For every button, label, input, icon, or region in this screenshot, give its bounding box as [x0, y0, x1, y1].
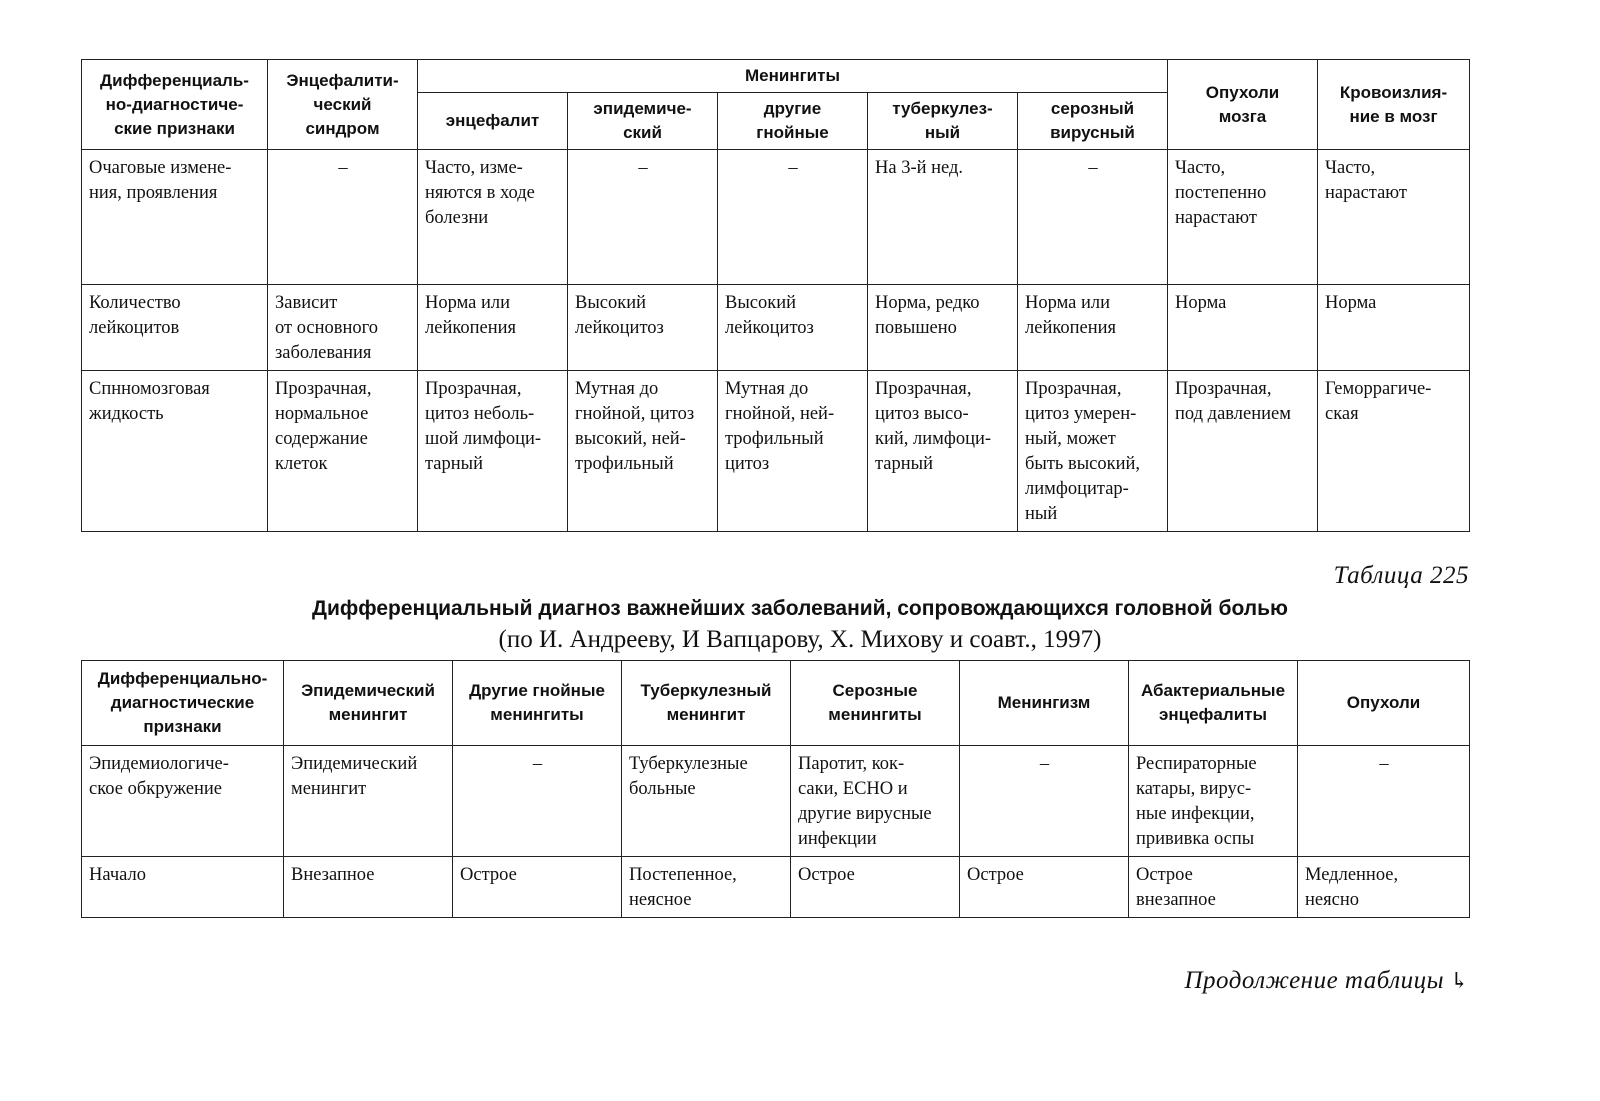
header-epidemic-meningitis: Эпидемический менингит	[284, 661, 453, 746]
header-signs: Дифференциаль- но-диагностиче- ские признаки	[82, 60, 268, 150]
table-title: Дифференциальный диагноз важнейших заболеваний, сопровождающихся головной болью	[312, 597, 1288, 620]
header-tuberculous: туберкулез- ный	[868, 93, 1018, 150]
turn-down-arrow-icon: ↳	[1450, 968, 1469, 993]
table-cell: Высокий лейкоцитоз	[568, 285, 718, 371]
table-cell: –	[960, 746, 1129, 857]
table-cell: Геморрагиче- ская	[1318, 371, 1470, 532]
table-cell: Прозрачная, цитоз высо- кий, лимфоци- тарный	[868, 371, 1018, 532]
header-meningitis-group: Менингиты	[418, 60, 1168, 93]
table-cell: Норма	[1318, 285, 1470, 371]
table-cell: Острое внезапное	[1129, 857, 1298, 918]
table-cell: –	[1298, 746, 1470, 857]
table-cell: Высокий лейкоцитоз	[718, 285, 868, 371]
table-cell: Прозрачная, цитоз неболь- шой лимфоци- тарный	[418, 371, 568, 532]
row-label: Спнномозговая жидкость	[82, 371, 268, 532]
table-cell: Норма или лейкопения	[418, 285, 568, 371]
table-cell: Прозрачная, нормальное содержание клеток	[268, 371, 418, 532]
table-cell: Туберкулезные больные	[622, 746, 791, 857]
header-other-purulent-meningitis: Другие гнойные менингиты	[453, 661, 622, 746]
table-cell: Острое	[960, 857, 1129, 918]
header-serous-viral: серозный вирусный	[1018, 93, 1168, 150]
header-other-purulent: другие гнойные	[718, 93, 868, 150]
table-cell: Норма, редко повышено	[868, 285, 1018, 371]
table-cell: Паротит, кок- саки, ECHO и другие вирусные инфекции	[791, 746, 960, 857]
table-row	[82, 371, 1470, 532]
header-meningism: Менингизм	[960, 661, 1129, 746]
continued-label: Продолжение таблицы	[1184, 967, 1445, 994]
table-cell: Часто, изме- няются в ходе болезни	[418, 150, 568, 285]
table-cell: Норма или лейкопения	[1018, 285, 1168, 371]
table-cell: Респираторные катары, вирус- ные инфекции, прививка оспы	[1129, 746, 1298, 857]
table-cell: Мутная до гнойной, цитоз высокий, ней- трофильный	[568, 371, 718, 532]
table-cell: На 3-й нед.	[868, 150, 1018, 285]
table-cell: Острое	[453, 857, 622, 918]
table-cell: Эпидемический менингит	[284, 746, 453, 857]
header-brain-tumors: Опухоли мозга	[1168, 60, 1318, 150]
table-cell: Часто, нарастают	[1318, 150, 1470, 285]
header-signs: Дифференциально- диагностические признаки	[82, 661, 284, 746]
table-cell: Постепенное, неясное	[622, 857, 791, 918]
table-row	[82, 150, 1470, 285]
header-serous-meningitis: Серозные менингиты	[791, 661, 960, 746]
table-cell: Прозрачная, цитоз умерен- ный, может быть высокий, лимфоцитар- ный	[1018, 371, 1168, 532]
header-brain-hemorrhage: Кровоизлия- ние в мозг	[1318, 60, 1470, 150]
header-encephalitis: энцефалит	[418, 93, 568, 150]
header-tuberculous-meningitis: Туберкулезный менингит	[622, 661, 791, 746]
table-subtitle: (по И. Андрееву, И Вапцарову, Х. Михову и соавт., 1997)	[498, 626, 1102, 653]
continued-note	[1185, 967, 1470, 995]
row-label: Очаговые измене- ния, проявления	[82, 150, 268, 285]
header-epidemic: эпидемиче- ский	[568, 93, 718, 150]
table-row	[82, 857, 1470, 918]
header-tumors: Опухоли	[1298, 661, 1470, 746]
table-headache-differential	[81, 660, 1470, 918]
table-cell: –	[568, 150, 718, 285]
table-cell: –	[718, 150, 868, 285]
table-cell: –	[1018, 150, 1168, 285]
table-cell: –	[453, 746, 622, 857]
row-label: Начало	[82, 857, 284, 918]
header-encephalitic-syndrome: Энцефалити- ческий синдром	[268, 60, 418, 150]
table-meningitis-comparison	[81, 59, 1470, 532]
table-cell: Внезапное	[284, 857, 453, 918]
table-row	[82, 746, 1470, 857]
table-cell: Медленное, неясно	[1298, 857, 1470, 918]
table-cell: Мутная до гнойной, ней- трофильный цитоз	[718, 371, 868, 532]
table-cell: Часто, постепенно нарастают	[1168, 150, 1318, 285]
row-label: Эпидемиологиче- ское обкружение	[82, 746, 284, 857]
table-row	[82, 285, 1470, 371]
table-cell: Норма	[1168, 285, 1318, 371]
table-cell: Острое	[791, 857, 960, 918]
table-number: Таблица 225	[1333, 562, 1469, 589]
table-cell: Зависит от основного заболевания	[268, 285, 418, 371]
row-label: Количество лейкоцитов	[82, 285, 268, 371]
table-cell: –	[268, 150, 418, 285]
header-abacterial-encephalitis: Абактериальные энцефалиты	[1129, 661, 1298, 746]
table-cell: Прозрачная, под давлением	[1168, 371, 1318, 532]
